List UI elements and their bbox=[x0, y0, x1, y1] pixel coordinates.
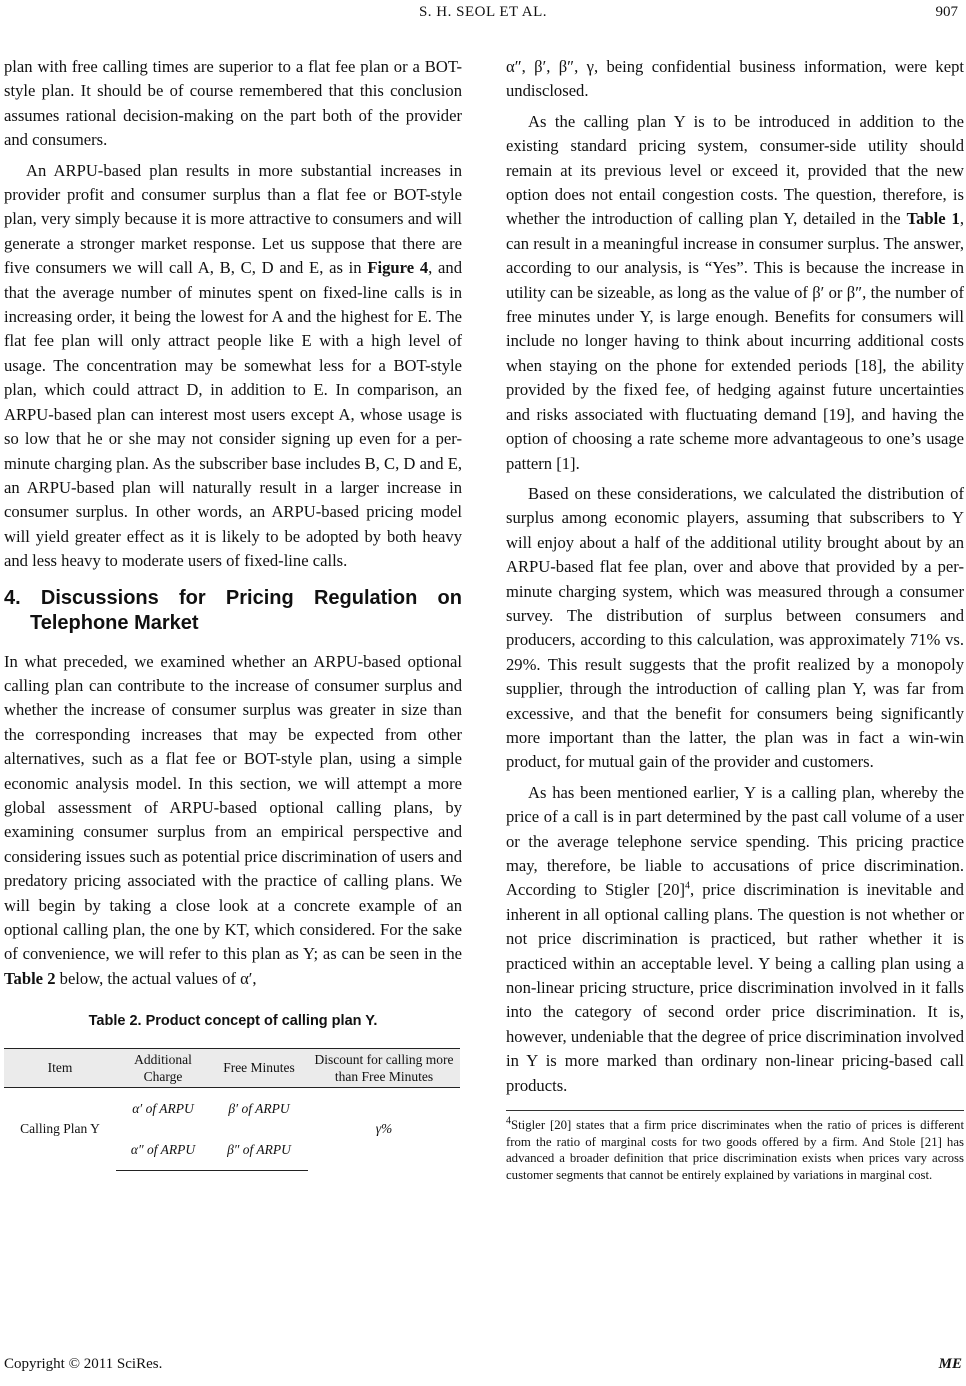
running-title: S. H. SEOL ET AL. bbox=[418, 4, 548, 20]
journal-abbrev: ME bbox=[938, 1356, 962, 1372]
table-row bbox=[4, 1087, 460, 1129]
table-cell: γ% bbox=[375, 1121, 393, 1137]
table-cell: β″ of ARPU bbox=[210, 1129, 308, 1171]
paragraph: In what preceded, we examined whether an ARPU-based optional calling plan can contribute to the increase of consumer surplus and whether the increase of consumer surplus was greater in size than the corresponding increases that may be expected from other alternatives, such as a flat fee or BOT-style plan, using a simple economic analysis model. In this section, we will attempt a more global assessment of ARPU-based optional calling plans, by examining consumer surplus from an empirical perspective and considering issues such as potential price discrimination of users and predatory pricing associated with the practice of calling plans. We will begin by taking a close look at a concrete example of an optional calling plan, the one by KT, which considered. For the sake of convenience, we will refer to this plan as Y; as can be seen in the Table 2 below, the actual values of α′, bbox=[4, 651, 462, 988]
right-column bbox=[506, 55, 964, 1184]
footnote: $^4$Stigler [20] states that a firm price discriminates when the ratio of prices is different from the ratio of marginal costs for two goods offered by a firm. And Stole [21] has advanced a broader definition that price discrimination exists when prices vary across customer segments that cannot be entirely explained by variations in marginal cost. bbox=[506, 1115, 964, 1183]
paragraph: Based on these considerations, we calculated the distribution of surplus among economic players, assuming that subscribers to Y will enjoy about a half of the additional utility brought about by an ARPU-based flat fee plan, over and above that provided by a per-minute charging system, which was measured through a consumer survey. The distribution of surplus between consumers and producers, according to this calculation, was approximately 71% vs. 29%. This result suggests that the profit realized by a monopoly supplier, through the introduction of calling plan Y, was far from excessive, and that the benefit for consumers being significantly more important than the latter, the plan was in fact a win-win product, for mutual gain of the provider and customers. bbox=[506, 483, 964, 772]
table-reference: Table 2 bbox=[4, 968, 56, 988]
table-caption: Table 2. Product concept of calling plan Y. bbox=[88, 1013, 378, 1030]
page-number: 907 bbox=[935, 4, 958, 20]
table-header-row bbox=[4, 1048, 460, 1087]
copyright: Copyright © 2011 SciRes. bbox=[4, 1356, 163, 1372]
left-column bbox=[4, 55, 462, 1171]
row-label: Calling Plan Y bbox=[20, 1121, 100, 1137]
paragraph: As has been mentioned earlier, Y is a calling plan, whereby the price of a call is in part determined by the past call volume of a user or the average telephone service spending. This pricing practice may, therefore, be liable to accusations of price discrimination. According to Stigler $[20]^4$, price discrimination is inevitable and inherent in all optional calling plans. The question is not whether or not price discrimination is practiced, but rather whether it is practiced within an acceptable level. Y being a calling plan using a non-linear pricing structure, price discrimination involved in it falls into the category of second order price discrimination. It is, however, undeniable that the degree of price discrimination involved in Y is more marked than ordinary non-linear pricing-based call products. bbox=[506, 782, 964, 1095]
column-header: Item bbox=[4, 1048, 116, 1087]
paragraph: plan with free calling times are superior to a flat fee plan or a BOT-style plan. It should be of course remembered that this conclusion assumes rational decision-making on the part both of the provider and consumers. bbox=[4, 57, 462, 150]
product-table bbox=[4, 1048, 460, 1171]
column-header: Free Minutes bbox=[210, 1048, 308, 1087]
page-header bbox=[0, 4, 966, 24]
footnote-marker: 4 bbox=[685, 880, 691, 892]
table-cell: α′ of ARPU bbox=[132, 1100, 194, 1116]
paragraph: As the calling plan Y is to be introduced in addition to the existing standard pricing system, consumer-side utility should remain at its previous level or exceed it, provided that the new option does not entail congestion costs. The question, therefore, is whether the introduction of calling plan Y, detailed in the Table 1, can result in a meaningful increase in consumer surplus. The answer, according to our analysis, is “Yes”. This is because the increase in utility can be sizeable, as long as the value of β′ or β″, the number of free minutes under Y, is large enough. Benefits for consumers will include no longer having to think about incurring additional costs when staying on the phone for extended periods [18], the ability provided by the fixed fee, of hedging against future uncertainties and risks associated with fluctuating demand [19], and having the option of choosing a rate scheme more advantageous to one’s usage pattern [1]. bbox=[506, 111, 964, 473]
table-cell: β′ of ARPU bbox=[228, 1100, 290, 1116]
table-reference: Table 1 bbox=[906, 209, 960, 229]
footnote-divider bbox=[506, 1110, 964, 1111]
paragraph: An ARPU-based plan results in more substantial increases in provider profit and consumer surplus than a flat fee or BOT-style plan, very simply because it is more attractive to consumers and will generate a stronger market response. Let us suppose that there are five consumers we will call A, B, C, D and E, as in Figure 4, and that the average number of minutes spent on fixed-line calls is in increasing order, it being the lowest for A and the highest for E. The flat fee plan will only attract people like E with a high level of usage. The concentration may be somewhat less for a BOT-style plan, which could attract D, in addition to E. In comparison, an ARPU-based plan can interest most users except A, whose usage is so low that he or she may not consider signing up even for a per-minute charging plan. As the subscriber base includes B, C, D and E, an ARPU-based plan will naturally result in a larger increase in consumer surplus. In other words, an ARPU-based pricing model will yield greater effect as it is likely to be adopted by both heavy and less heavy to moderate users of fixed-line calls. bbox=[4, 160, 462, 571]
column-header: Additional Charge bbox=[116, 1048, 210, 1087]
figure-reference: Figure 4 bbox=[367, 258, 429, 278]
table-cell: α″ of ARPU bbox=[116, 1129, 210, 1171]
column-header: Discount for calling more than Free Minutes bbox=[308, 1048, 460, 1087]
section-heading: 4. Discussions for Pricing Regulation on Telephone Market bbox=[4, 586, 462, 634]
paragraph: α″, β′, β″, γ, being confidential business information, were kept undisclosed. bbox=[506, 57, 964, 101]
